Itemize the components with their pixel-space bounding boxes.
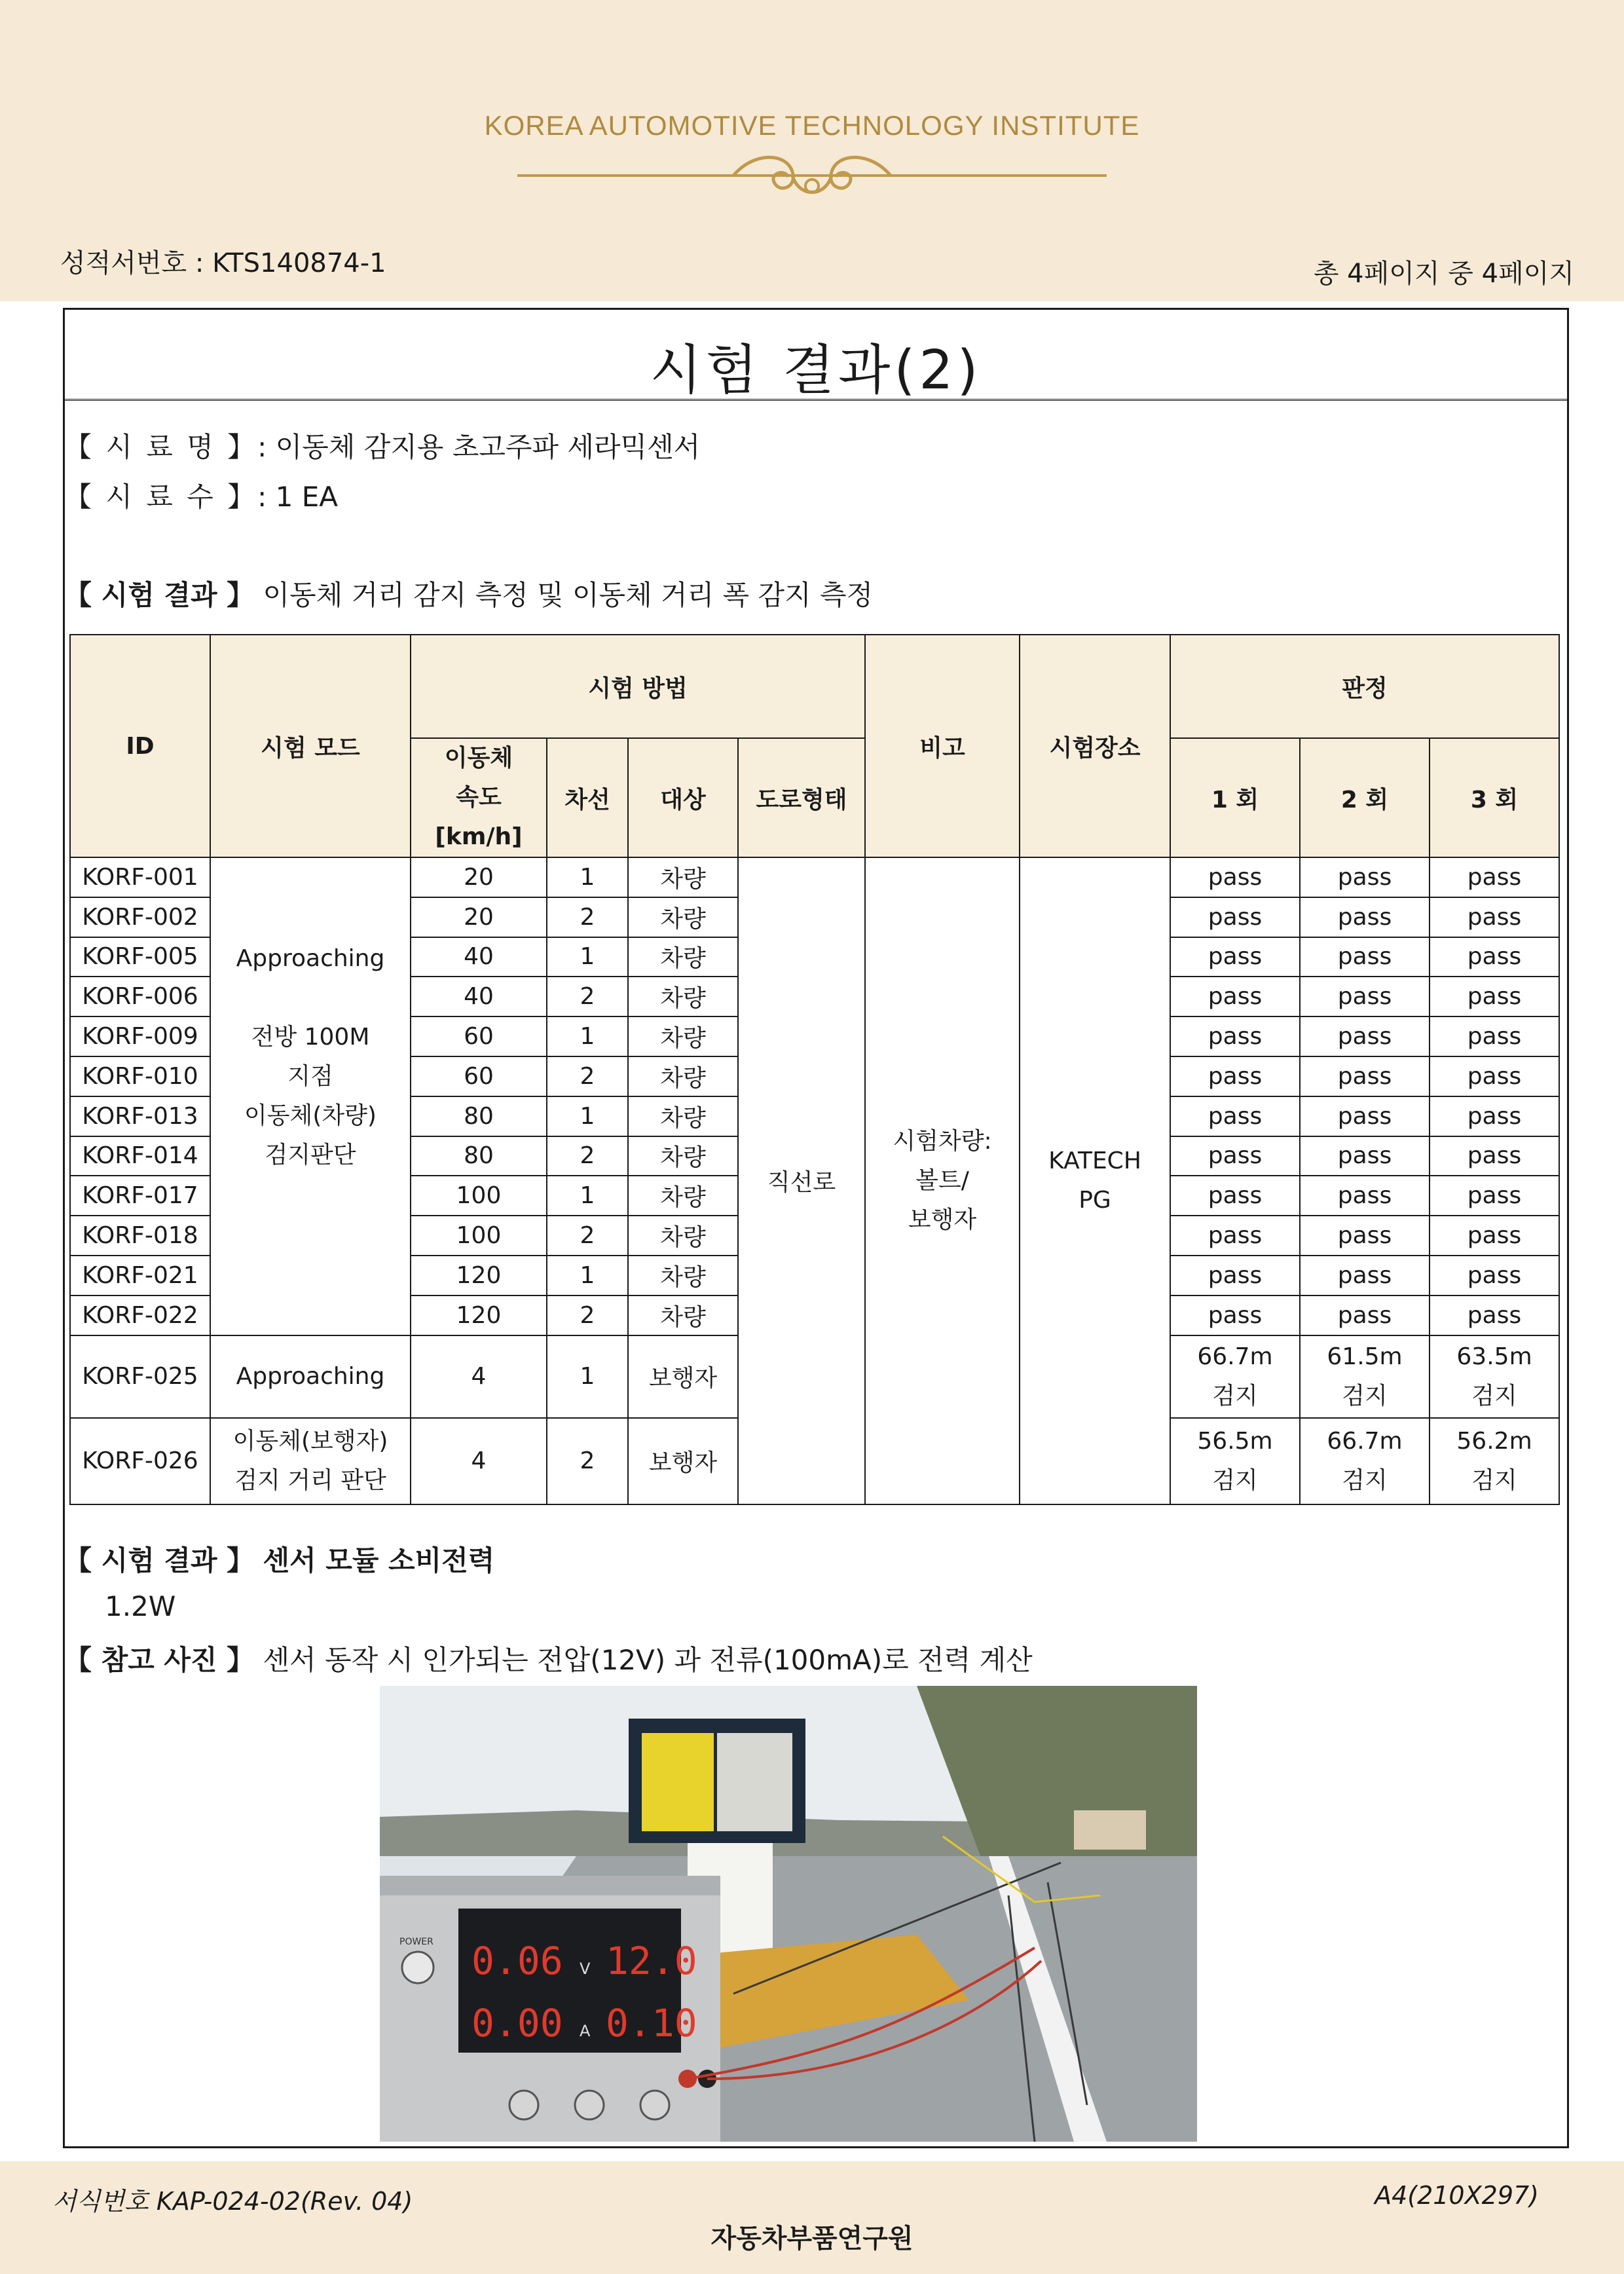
row-lane: 1 (547, 857, 628, 897)
row-target: 차량 (628, 857, 738, 897)
power-label: POWER (399, 1937, 434, 1947)
mode-text: 이동체(차량) (244, 1102, 377, 1129)
row-id: KORF-014 (70, 1136, 210, 1176)
row-speed: 60 (411, 1056, 547, 1096)
distance-value: 56.5m (1197, 1427, 1273, 1455)
road-type-cell: 직선로 (738, 857, 865, 1504)
row-run1 (1170, 1335, 1300, 1418)
table-row (70, 857, 1559, 897)
row-speed: 60 (411, 1016, 547, 1056)
row-run1: pass (1170, 977, 1300, 1016)
row-id: KORF-026 (70, 1418, 210, 1504)
row-lane: 1 (547, 1176, 628, 1216)
row-target: 차량 (628, 897, 738, 937)
detect-label: 검지 (1342, 1382, 1388, 1409)
row-run3 (1430, 1335, 1559, 1418)
current-display-2: 0.10 (606, 2001, 697, 2045)
row-target: 차량 (628, 977, 738, 1016)
row-run3: pass (1430, 977, 1559, 1016)
mode-text: 전방 100M (251, 1023, 370, 1051)
row-run2: pass (1300, 1016, 1430, 1056)
results-table (69, 634, 1560, 1505)
note-text: 보행자 (908, 1206, 977, 1233)
page-title: 시험 결과(2) (650, 339, 982, 401)
header-judge: 판정 (1170, 635, 1559, 738)
section2-heading (64, 1539, 494, 1578)
voltage-display-2: 12.0 (606, 1939, 697, 1983)
row-lane: 1 (547, 1256, 628, 1295)
place-cell (1020, 857, 1170, 1504)
row-id: KORF-001 (70, 857, 210, 897)
row-lane: 2 (547, 977, 628, 1016)
row-run2: pass (1300, 937, 1430, 977)
section3-heading (64, 1639, 1033, 1678)
header-speed-line3: [km/h] (435, 823, 523, 850)
header-speed-line2: 속도 (456, 784, 502, 811)
row-speed: 80 (411, 1096, 547, 1136)
place-text: PG (1079, 1186, 1111, 1214)
current-display: 0.00 (471, 2001, 563, 2045)
row-speed: 120 (411, 1295, 547, 1335)
row-run1: pass (1170, 1216, 1300, 1256)
row-target: 보행자 (628, 1335, 738, 1418)
organization-name: 자동차부품연구원 (710, 2224, 913, 2254)
row-lane: 2 (547, 1056, 628, 1096)
distance-value: 63.5m (1456, 1343, 1532, 1370)
row-run1: pass (1170, 857, 1300, 897)
row-lane: 2 (547, 897, 628, 937)
header-speed-line1: 이동체 (444, 745, 513, 772)
row-run3: pass (1430, 1096, 1559, 1136)
row-target: 차량 (628, 1096, 738, 1136)
row-run2: pass (1300, 857, 1430, 897)
row-run1: pass (1170, 937, 1300, 977)
header-target: 대상 (628, 738, 738, 857)
section1-heading (64, 574, 873, 613)
row-lane: 1 (547, 1335, 628, 1418)
detect-label: 검지 (1471, 1466, 1517, 1494)
sample-qty-value: : 1 EA (257, 481, 338, 513)
row-target: 차량 (628, 1016, 738, 1056)
row-id: KORF-018 (70, 1216, 210, 1256)
row-run3: pass (1430, 1295, 1559, 1335)
mode-ped-b-cell (210, 1418, 411, 1504)
form-number: 서식번호 KAP-024-02(Rev. 04) (52, 2187, 413, 2216)
row-id: KORF-013 (70, 1096, 210, 1136)
row-run1: pass (1170, 1096, 1300, 1136)
row-id: KORF-017 (70, 1176, 210, 1216)
note-text: 시험차량: (893, 1127, 992, 1155)
reference-photo (380, 1686, 1197, 2142)
mode-text: 검지판단 (265, 1141, 356, 1168)
mode-text: Approaching (236, 944, 385, 972)
row-run2: pass (1300, 977, 1430, 1016)
section3-label: 【 참고 사진 】 (64, 1644, 255, 1676)
section1-text: 이동체 거리 감지 측정 및 이동체 거리 폭 감지 측정 (263, 579, 874, 611)
mode-text: 검지 거리 판단 (234, 1466, 386, 1494)
report-number: 성적서번호 : KTS140874-1 (60, 248, 386, 278)
row-run3: pass (1430, 1056, 1559, 1096)
voltage-display: 0.06 (471, 1939, 563, 1983)
row-id: KORF-002 (70, 897, 210, 937)
row-run1: pass (1170, 1256, 1300, 1295)
sample-name-value: : 이동체 감지용 초고주파 세라믹센서 (257, 431, 701, 463)
row-id: KORF-010 (70, 1056, 210, 1096)
row-speed: 20 (411, 897, 547, 937)
distance-value: 66.7m (1327, 1427, 1403, 1455)
voltage-unit: V (580, 1960, 591, 1978)
row-target: 차량 (628, 1295, 738, 1335)
current-unit: A (580, 2022, 591, 2040)
row-run3: pass (1430, 1016, 1559, 1056)
row-run1: pass (1170, 1056, 1300, 1096)
row-run3: pass (1430, 1176, 1559, 1216)
header-mode: 시험 모드 (210, 635, 411, 857)
row-run1: pass (1170, 1295, 1300, 1335)
row-run3: pass (1430, 1256, 1559, 1295)
row-target: 차량 (628, 937, 738, 977)
header-run3: 3 회 (1430, 738, 1559, 857)
row-run3 (1430, 1418, 1559, 1504)
row-run3: pass (1430, 1216, 1559, 1256)
header-speed (411, 738, 547, 857)
note-cell (865, 857, 1020, 1504)
row-run1 (1170, 1418, 1300, 1504)
detect-label: 검지 (1342, 1466, 1388, 1494)
row-run2: pass (1300, 1096, 1430, 1136)
row-speed: 100 (411, 1176, 547, 1216)
sample-name-line (64, 426, 700, 465)
section2-text: 센서 모듈 소비전력 (263, 1544, 495, 1576)
row-speed: 4 (411, 1335, 547, 1418)
header-lane: 차선 (547, 738, 628, 857)
row-run2: pass (1300, 1176, 1430, 1216)
row-speed: 4 (411, 1418, 547, 1504)
row-run3: pass (1430, 857, 1559, 897)
section2-label: 【 시험 결과 】 (64, 1544, 255, 1576)
row-run1: pass (1170, 1136, 1300, 1176)
header-place: 시험장소 (1020, 635, 1170, 857)
title-box (64, 309, 1568, 401)
row-run2: pass (1300, 1136, 1430, 1176)
row-run2 (1300, 1418, 1430, 1504)
row-run2: pass (1300, 1295, 1430, 1335)
row-id: KORF-006 (70, 977, 210, 1016)
sample-name-label: 【 시 료 명 】 (64, 431, 258, 463)
row-target: 차량 (628, 1176, 738, 1216)
row-speed: 100 (411, 1216, 547, 1256)
row-id: KORF-025 (70, 1335, 210, 1418)
row-run2: pass (1300, 1056, 1430, 1096)
row-target: 차량 (628, 1216, 738, 1256)
sample-qty-label: 【 시 료 수 】 (64, 481, 258, 513)
distance-value: 61.5m (1327, 1343, 1403, 1370)
row-lane: 1 (547, 1096, 628, 1136)
row-run3: pass (1430, 1136, 1559, 1176)
note-text: 볼트/ (915, 1166, 969, 1194)
row-lane: 2 (547, 1418, 628, 1504)
header-id: ID (70, 635, 210, 857)
row-lane: 2 (547, 1295, 628, 1335)
row-speed: 40 (411, 937, 547, 977)
row-lane: 1 (547, 937, 628, 977)
header-note: 비고 (865, 635, 1020, 857)
section1-label: 【 시험 결과 】 (64, 579, 255, 611)
row-run1: pass (1170, 897, 1300, 937)
row-run2: pass (1300, 897, 1430, 937)
row-run2 (1300, 1335, 1430, 1418)
ornament-logo (517, 145, 1107, 204)
row-run2: pass (1300, 1256, 1430, 1295)
paper-size: A4(210X297) (1375, 2181, 1539, 2210)
distance-value: 66.7m (1197, 1343, 1273, 1370)
row-lane: 2 (547, 1216, 628, 1256)
row-target: 차량 (628, 1256, 738, 1295)
header-method: 시험 방법 (411, 635, 865, 738)
row-target: 보행자 (628, 1418, 738, 1504)
institute-name: KOREA AUTOMOTIVE TECHNOLOGY INSTITUTE (484, 110, 1140, 141)
row-run3: pass (1430, 897, 1559, 937)
row-lane: 2 (547, 1136, 628, 1176)
row-id: KORF-021 (70, 1256, 210, 1295)
row-id: KORF-022 (70, 1295, 210, 1335)
row-speed: 120 (411, 1256, 547, 1295)
mode-text: 이동체(보행자) (232, 1427, 388, 1455)
detect-label: 검지 (1212, 1466, 1258, 1494)
distance-value: 56.2m (1456, 1427, 1532, 1455)
row-lane: 1 (547, 1016, 628, 1056)
place-text: KATECH (1048, 1147, 1141, 1174)
section3-text: 센서 동작 시 인가되는 전압(12V) 과 전류(100mA)로 전력 계산 (263, 1644, 1033, 1676)
mode-ped-a-cell: Approaching (210, 1335, 411, 1418)
detect-label: 검지 (1471, 1382, 1517, 1409)
row-speed: 80 (411, 1136, 547, 1176)
row-target: 차량 (628, 1056, 738, 1096)
power-value: 1.2W (105, 1590, 176, 1622)
row-run2: pass (1300, 1216, 1430, 1256)
page-count: 총 4페이지 중 4페이지 (1313, 259, 1574, 289)
row-run1: pass (1170, 1176, 1300, 1216)
header-run2: 2 회 (1300, 738, 1430, 857)
header-run1: 1 회 (1170, 738, 1300, 857)
mode-text: 지점 (287, 1062, 333, 1090)
detect-label: 검지 (1212, 1382, 1258, 1409)
row-speed: 20 (411, 857, 547, 897)
mode-vehicle-cell (210, 857, 411, 1335)
row-target: 차량 (628, 1136, 738, 1176)
row-speed: 40 (411, 977, 547, 1016)
header-road: 도로형태 (738, 738, 865, 857)
row-run1: pass (1170, 1016, 1300, 1056)
row-id: KORF-005 (70, 937, 210, 977)
sample-qty-line (64, 475, 338, 515)
row-id: KORF-009 (70, 1016, 210, 1056)
row-run3: pass (1430, 937, 1559, 977)
